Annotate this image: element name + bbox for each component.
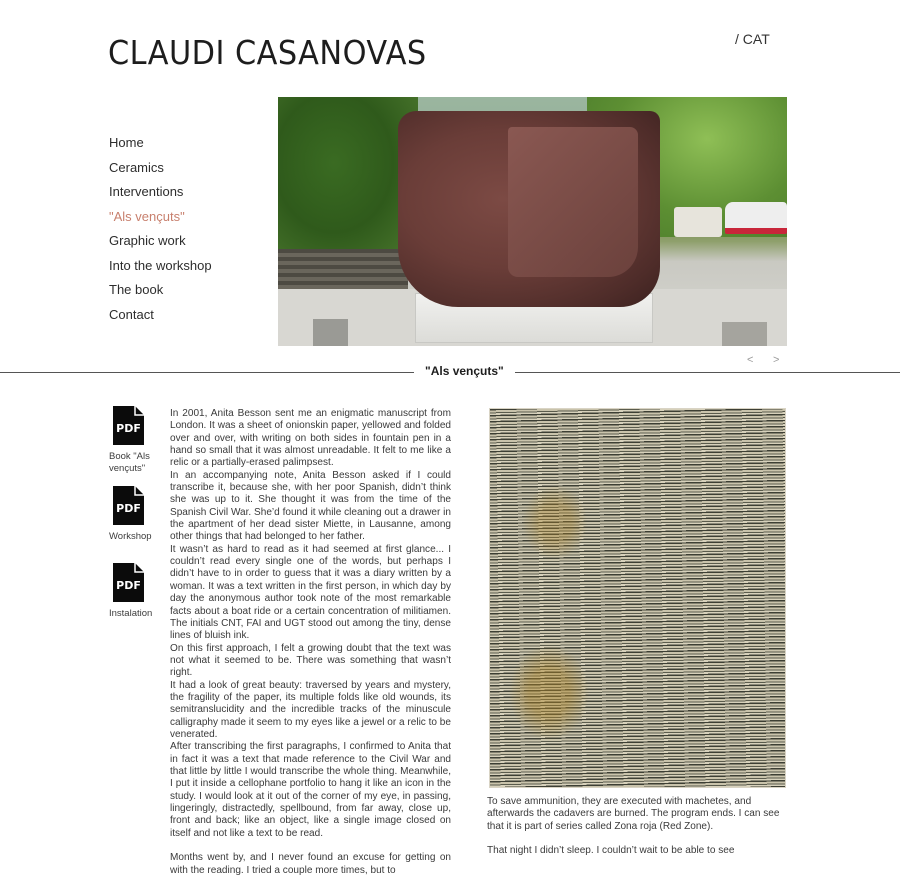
article-paragraph: It wasn’t as hard to read as it had seemed at first glance... I couldn’t read every single one of the words, but perhaps I didn’t have to in order to guess that it was a diary written by a woman. It was a text written in the first person, in which day by day the anonymous author took note of the most remarkable facts about a boat ride or a certain concentration of militiamen. The initials CNT, FAI and UGT stood out among the tiny, dense lines of bluish ink.	[170, 543, 451, 642]
hero-deck	[278, 249, 408, 291]
article-paragraph: It had a look of great beauty: traversed by years and mystery, the fragility of the paper, its multiple folds like old wounds, its semitranslucidity and the incredible tracks of the minuscule calligraphy made it seem to my eyes like a jewel or a relic to be venerated.	[170, 679, 451, 740]
article-paragraph: After transcribing the first paragraphs, I confirmed to Anita that in fact it was a text that made reference to the Civil War and that little by little I would transcribe the whole thing. Meanwhile, I put it inside a cellophane portfolio to hang it like an icon in the study. I would look at it out of the corner of my eye, in passing, lingeringly, distractedly, spellbound, from far away, close up, front and back; like an object, like a single image closed on itself and not like a text to be read.	[170, 741, 451, 839]
manuscript-caption	[487, 796, 792, 858]
hero-image-sculpture	[278, 97, 787, 346]
download-label: Instalation	[109, 608, 153, 619]
download-book-pdf[interactable]	[109, 406, 161, 475]
nav-item-als-vencuts[interactable]: "Als vençuts"	[109, 208, 185, 224]
svg-text:PDF: PDF	[116, 422, 141, 435]
download-instalation-pdf[interactable]	[109, 563, 152, 620]
site-title[interactable]: CLAUDI CASANOVAS	[108, 33, 427, 72]
hero-pit-right	[722, 322, 767, 346]
article-paragraph: Months went by, and I never found an excuse for getting on with the reading. I tried a couple more times, but to	[170, 852, 451, 876]
pdf-icon	[113, 406, 144, 445]
hero-pit-left	[313, 319, 348, 346]
article-paragraph: In an accompanying note, Anita Besson asked if I could transcribe it, because she, with her poor Spanish, didn’t think she was up to it. She thought it was from the time of the Spanish Civil War. She’d found it while cleaning out a drawer in the apartment of her dead sister Miette, in Lausanne, among other things that had belonged to her father.	[170, 469, 451, 543]
svg-text:PDF: PDF	[116, 502, 141, 515]
nav-item-contact[interactable]: Contact	[109, 306, 154, 322]
hero-van	[725, 202, 787, 234]
download-label: Workshop	[109, 531, 152, 542]
main-nav	[109, 134, 269, 330]
nav-item-graphic-work[interactable]: Graphic work	[109, 233, 186, 248]
svg-text:PDF: PDF	[116, 579, 141, 592]
article-body	[170, 408, 451, 877]
carousel-next-button[interactable]: >	[773, 354, 780, 366]
nav-item-interventions[interactable]: Interventions	[109, 184, 184, 199]
article-paragraph: On this first approach, I felt a growing doubt that the text was not what it seemed to be. There was something that wasn’t right.	[170, 642, 451, 679]
nav-item-home[interactable]: Home	[109, 135, 144, 150]
caption-text: To save ammunition, they are executed with machetes, and afterwards the cadavers are burned. The program ends. I can see that it is part of series called Zona roja (Red Zone).	[487, 796, 780, 832]
nav-item-the-book[interactable]: The book	[109, 282, 164, 297]
pdf-icon	[113, 486, 144, 525]
nav-item-into-the-workshop[interactable]: Into the workshop	[109, 257, 212, 273]
nav-item-ceramics[interactable]: Ceramics	[109, 159, 164, 175]
carousel-prev-button[interactable]: <	[747, 354, 754, 366]
hero-trees-left	[278, 97, 418, 262]
manuscript-image	[489, 408, 786, 788]
pdf-icon	[113, 563, 144, 602]
caption-next-text: That night I didn’t sleep. I couldn’t wait to be able to see	[487, 845, 735, 857]
section-title: "Als vençuts"	[414, 364, 515, 378]
download-label: Book "Als vençuts"	[109, 451, 150, 474]
download-workshop-pdf[interactable]	[109, 486, 152, 543]
language-switch-link[interactable]: / CAT	[735, 31, 770, 47]
hero-van-back	[674, 207, 722, 237]
article-paragraph: In 2001, Anita Besson sent me an enigmatic manuscript from London. It was a sheet of onionskin paper, yellowed and folded over and over, with writing on both sides in fountain pen in a hand so small that it was almost unreadable. It felt to me like a relic or a partially-erased palimpsest.	[170, 408, 451, 469]
hero-sculpture-face	[508, 127, 638, 277]
